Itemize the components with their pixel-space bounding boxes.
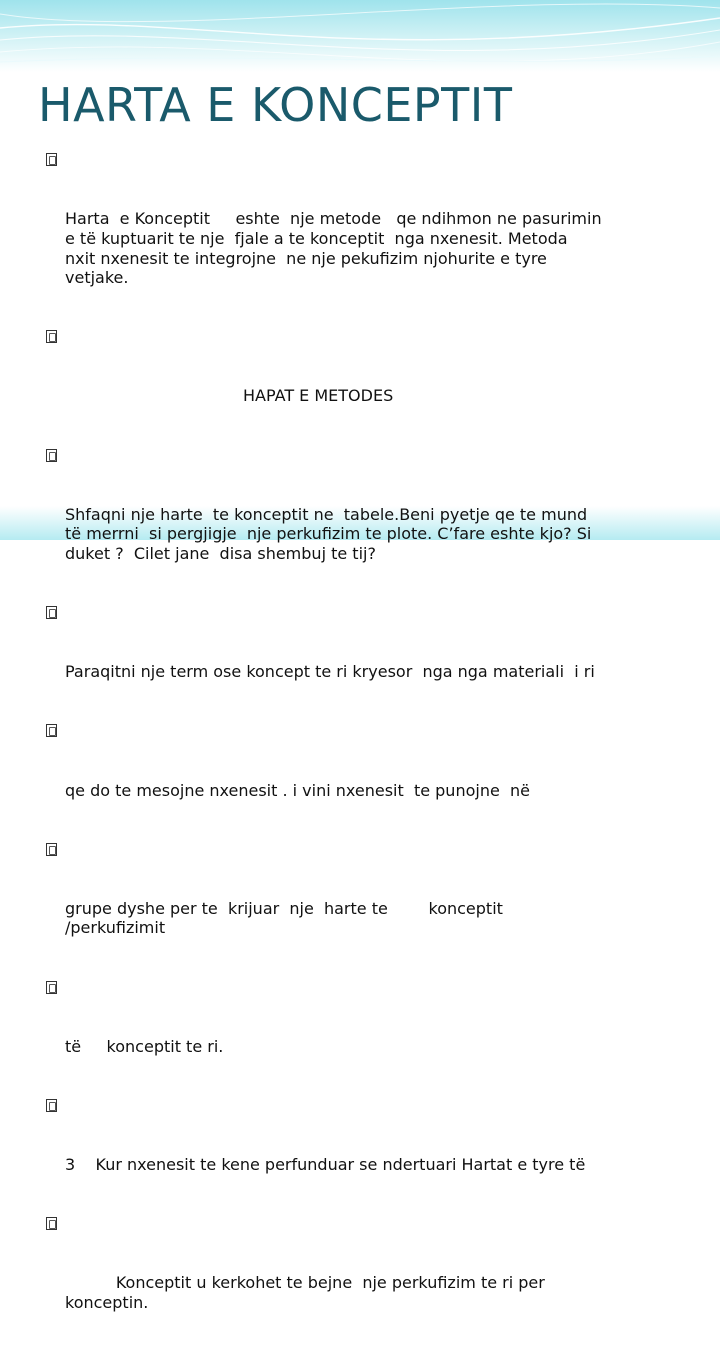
missing-glyph-bullet-icon — [46, 1217, 57, 1230]
missing-glyph-bullet-icon — [46, 153, 57, 166]
list-item — [46, 721, 686, 839]
list-item-text: Shfaqni nje harte te konceptit ne tabele.Beni pyetje qe te mund të merrni si pergjigje nje perkufizim te plote. C’fare eshte kjo? Si duket ? Cilet jane disa shembuj te tij? — [65, 504, 592, 564]
section-heading: HAPAT E METODES — [65, 386, 394, 406]
list-item-text: Paraqitni nje term ose koncept te ri kryesor nga nga materiali i ri — [65, 662, 595, 682]
list-item — [46, 1096, 686, 1214]
missing-glyph-bullet-icon — [46, 981, 57, 994]
list-item — [46, 840, 686, 978]
list-item — [46, 978, 686, 1096]
decorative-swirl-lines — [0, 0, 720, 90]
list-item-text: të konceptit te ri. — [65, 1036, 224, 1056]
list-item-text: Konceptit u kerkohet te bejne nje perkufizim te ri per konceptin. — [65, 1273, 545, 1312]
missing-glyph-bullet-icon — [46, 724, 57, 737]
list-item — [46, 1214, 686, 1352]
list-item — [46, 446, 686, 604]
slide-title: HARTA E KONCEPTIT — [38, 78, 513, 132]
list-item-text: 3 Kur nxenesit te kene perfunduar se ndertuari Hartat e tyre të — [65, 1154, 586, 1174]
list-item — [46, 327, 686, 445]
list-item-text: Harta e Konceptit eshte nje metode qe ndihmon ne pasurimin e të kuptuarit te nje fjale a te konceptit nga nxenesit. Metoda nxit nxenesit te integrojne ne nje pekufizim njohurite e tyre vetjake. — [65, 209, 602, 288]
list-item — [46, 603, 686, 721]
list-item-text: qe do te mesojne nxenesit . i vini nxenesit te punojne në — [65, 780, 530, 800]
missing-glyph-bullet-icon — [46, 843, 57, 856]
slide-body — [46, 150, 686, 1352]
list-item — [46, 150, 686, 327]
missing-glyph-bullet-icon — [46, 449, 57, 462]
missing-glyph-bullet-icon — [46, 330, 57, 343]
missing-glyph-bullet-icon — [46, 1099, 57, 1112]
list-item-text: grupe dyshe per te krijuar nje harte te konceptit /perkufizimit — [65, 898, 503, 938]
missing-glyph-bullet-icon — [46, 606, 57, 619]
